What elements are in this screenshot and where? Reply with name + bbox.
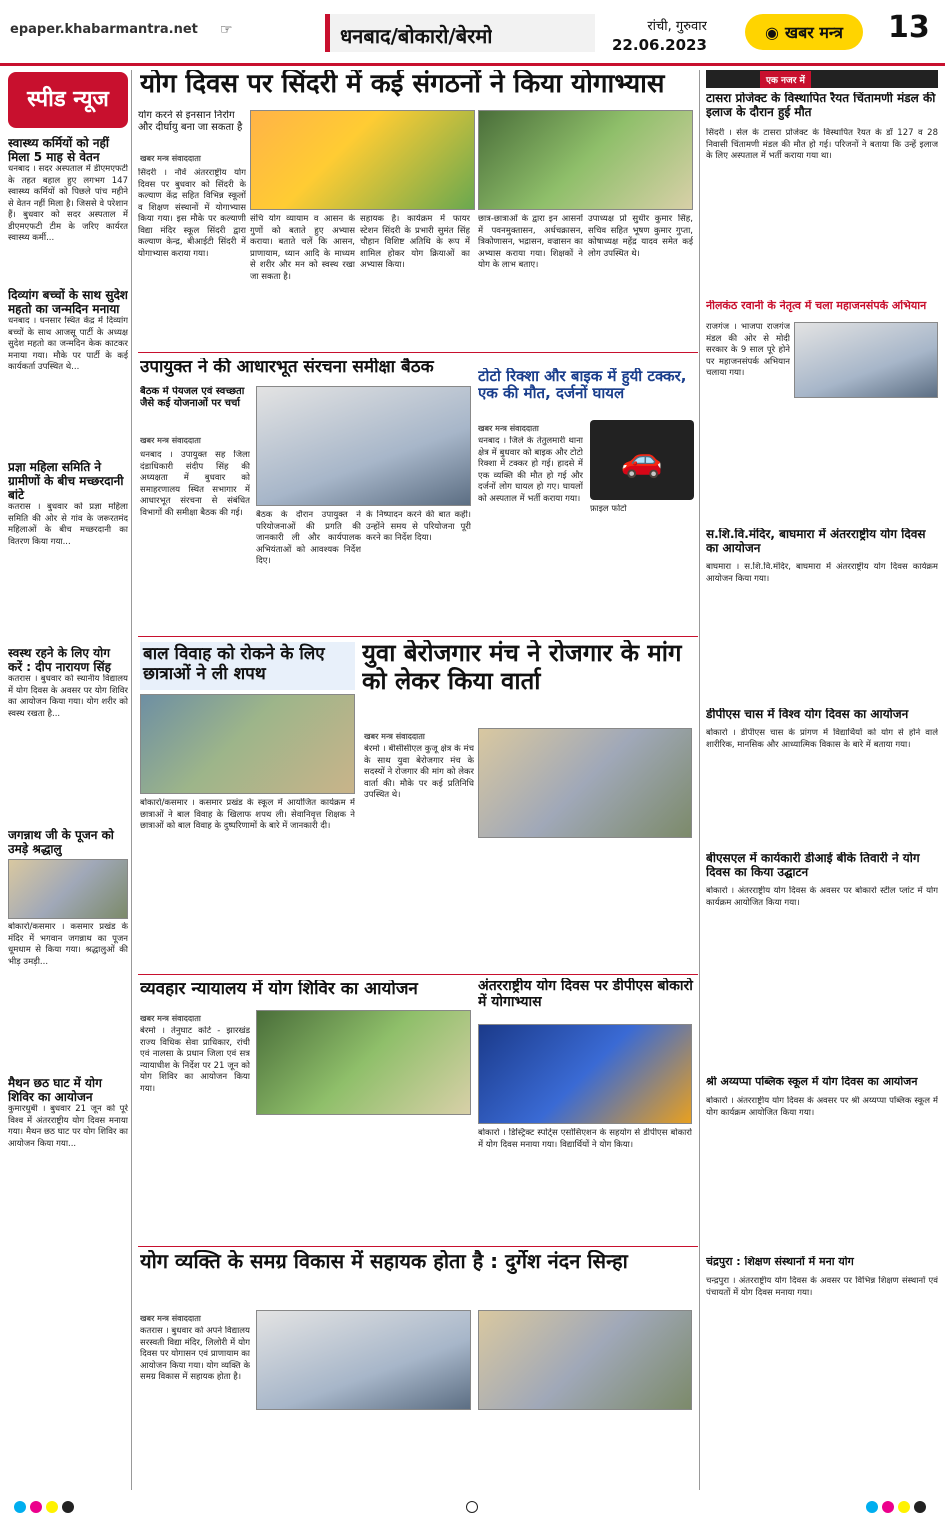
sidebar-title-4: जगन्नाथ जी के पूजन को उमड़े श्रद्धालु	[8, 828, 114, 856]
meeting-body-2: बैठक के दौरान उपायुक्त ने परियोजनाओं की प्रगति की जानकारी ली और कार्यपालक अभियंताओं को आवश्यक निर्देश दिए।	[256, 510, 361, 566]
meeting-photo	[256, 386, 471, 506]
color-registration-bar	[0, 1497, 945, 1517]
main-intro: योग करने से इनसान निरोग और दीर्घायु बना जा सकता है	[138, 110, 243, 133]
sidebar-title-2: प्रज्ञा महिला समिति ने ग्रामीणों के बीच मच्छरदानी बांटे	[8, 460, 124, 502]
sidebar-body-5: कुमारधुबी । बुधवार 21 जून को पूरे विश्व में अंतरराष्ट्रीय योग दिवस मनाया गया। मैथन छठ घाट पर योग शिविर का आयोजन किया गया...	[8, 1104, 128, 1149]
story-rule-3	[138, 974, 698, 975]
dps-photo	[478, 1024, 692, 1124]
court-body: बेरमो । तेनुघाट कोर्ट - झारखंड राज्य विधिक सेवा प्राधिकार, रांची एवं नालसा के प्रधान जिला एवं सत्र न्यायाधीश के निर्देश पर 21 जून को योग शिविर का आयोजन किया गया।	[140, 1026, 250, 1094]
cyan-dot-right	[866, 1501, 878, 1513]
dateline	[612, 18, 707, 54]
right-s2-photo	[794, 322, 938, 398]
right-s6-title: श्री अय्यप्पा पब्लिक स्कूल में योग दिवस का आयोजन	[706, 1076, 918, 1088]
city-day: रांची, गुरुवार	[647, 19, 707, 34]
meeting-body-3: के निष्पादन करने की बात कही। उन्होंने समय से परियोजना पूरी करने का निर्देश दिया।	[366, 510, 471, 543]
youth-body: बेरमो । बीसीसीएल कुजू क्षेत्र के मंच के साथ युवा बेरोजगार मंच के सदस्यों ने रोजगार की मांग को लेकर वार्ता की। मौके पर कई प्रतिनिधि उपस्थित थे।	[364, 744, 474, 800]
youth-byline: खबर मन्त्र संवाददाता	[364, 732, 425, 741]
right-s3-title: स.शि.वि.मंदिर, बाघमारा में अंतरराष्ट्रीय योग दिवस का आयोजन	[706, 528, 926, 555]
bottom-body: कतरास । बुधवार को अपने विद्यालय सरस्वती विद्या मंदिर, लिलोरी में योग दिवस पर योगासन एवं प्राणायाम का आयोजन किया गया। योग व्यक्ति के समग्र विकास में सहायक होता है।	[140, 1326, 250, 1382]
court-byline: खबर मन्त्र संवाददाता	[140, 1014, 201, 1023]
main-body-3: सहायक है। कार्यक्रम में फायर स्टेशन सिंदरी के प्रभारी सुमंत सिंह चौहान विशिष्ट अतिथि के रूप में शामिल होकर योग क्रियाओं का अभ्यास किया।	[360, 214, 470, 270]
right-s2-body: राजगंज । भाजपा राजगंज मंडल की ओर से मोदी सरकार के 9 साल पूरे होने पर महाजनसंपर्क अभियान चलाया गया।	[706, 322, 790, 378]
bottom-byline: खबर मन्त्र संवाददाता	[140, 1314, 201, 1323]
right-tag: एक नजर में	[760, 71, 811, 88]
main-headline: योग दिवस पर सिंदरी में कई संगठनों ने किया योगाभ्यास	[140, 70, 665, 99]
bottom-photo	[256, 1310, 471, 1410]
meeting-headline: उपायुक्त ने की आधारभूत संरचना समीक्षा बैठक	[140, 358, 434, 377]
sidebar-body-0: धनबाद । सदर अस्पताल में डीएमएफटी के तहत बहाल हुए लगभग 147 स्वास्थ्य कर्मियों को पिछले पांच महीने से वेतन नहीं मिला है। जिससे वे परेशान हैं। बुधवार को सदर अस्पताल में डीएमएफटी टीम के जरिए कार्यरत स्वास्थ्य कर्मी...	[8, 164, 128, 243]
section-title: धनबाद/बोकारो/बेरमो	[340, 24, 493, 48]
meeting-intro: बैठक में पेयजल एवं स्वच्छता जैसे कई योजनाओं पर चर्चा	[140, 386, 245, 409]
accident-image	[590, 420, 694, 500]
youth-headline: युवा बेरोजगार मंच ने रोजगार के मांग को लेकर किया वार्ता	[362, 640, 682, 695]
black-dot	[62, 1501, 74, 1513]
bottom-photo-2	[478, 1310, 692, 1410]
right-s5-title: बीएसएल में कार्यकारी डीआई बीके तिवारी ने योग दिवस का किया उद्घाटन	[706, 852, 920, 879]
main-body-2: संचि योग व्यायाम व आसन के गुणों को बताते हुए अभ्यास कराया। बताते चलें कि आसन, प्राणायाम, ध्यान आदि के माध्यम से शरीर और मन को स्वस्थ रखा जा सकता है।	[250, 214, 355, 282]
main-body-1: सिंदरी । नौवें अंतरराष्ट्रीय योग दिवस पर बुधवार को सिंदरी के कल्याण केंद्र सहित विभिन्न स्कूलों व शिक्षण संस्थानों में योगाभ्यास किया गया। इस मौके पर कल्याणी विद्या मंदिर स्कूल सिंदरी द्वारा कल्याण केन्द्र, बीआईटी सिंदरी में योगाभ्यास कराया गया।	[138, 168, 246, 259]
child-body: बोकारो/कसमार । कसमार प्रखंड के स्कूल में आयोजित कार्यक्रम में छात्राओं ने बाल विवाह के खिलाफ शपथ ली। सेवानिवृत्त शिक्षक ने छात्राओं को बाल विवाह के दुष्परिणामों के बारे में जानकारी दी।	[140, 798, 355, 831]
right-s1-title: टासरा प्रोजेक्ट के विस्थापित रैयत चिंतामणी मंडल की इलाज के दौरान हुई मौत	[706, 92, 936, 119]
sidebar-body-2: कतरास । बुधवार को प्रज्ञा महिला समिति की ओर से गांव के जरूरतमंद महिलाओं के बीच मच्छरदानी का वितरण किया गया...	[8, 502, 128, 547]
sidebar-title-5: मैथन छठ घाट में योग शिविर का आयोजन	[8, 1076, 102, 1104]
right-s1-body: सिंदरी । सेल के टासरा प्रोजेक्ट के विस्थापित रैयत के डॉ 127 व 28 निवासी चिंतामणी मंडल की मौत हो गई। परिजनों ने बताया कि उन्हें इलाज के लिए अस्पताल में भर्ती कराया गया था।	[706, 128, 938, 161]
accident-body: धनबाद । जिले के तेतुलमारी थाना क्षेत्र में बुधवार को बाइक और टोटो रिक्शा में टक्कर हो गई। हादसे में एक व्यक्ति की मौत हो गई और दर्जनों लोग घायल हो गए। घायलों को अस्पताल में भर्ती कराया गया।	[478, 436, 583, 504]
right-s4-title: डीपीएस चास में विश्व योग दिवस का आयोजन	[706, 708, 909, 721]
right-tag-bar	[706, 70, 938, 88]
speed-news-badge: स्पीड न्यूज	[8, 72, 128, 128]
main-photo	[250, 110, 475, 210]
story-rule-4	[138, 1246, 698, 1247]
accident-byline: खबर मन्त्र संवाददाता	[478, 424, 539, 433]
sidebar-body-4: बोकारो/कसमार । कसमार प्रखंड के मंदिर में भगवान जगन्नाथ का पूजन धूमधाम से किया गया। श्रद्धालुओं की भीड़ उमड़ी...	[8, 922, 128, 967]
right-s7-title: चंद्रपुरा : शिक्षण संस्थानों में मना योग	[706, 1256, 854, 1268]
masthead	[0, 0, 945, 66]
right-s3-body: बाघमारा । स.शि.वि.मंदिर, बाघमारा में अंतरराष्ट्रीय योग दिवस कार्यक्रम आयोजन किया गया।	[706, 562, 938, 584]
dps-body: बोकारो । डिस्ट्रिक्ट स्पोर्ट्स एसोसिएशन के सहयोग से डीपीएस बोकारो में योग दिवस मनाया गया। विद्यार्थियों ने योग किया।	[478, 1128, 692, 1150]
sidebar	[8, 132, 128, 1492]
page-number: 13	[888, 10, 930, 45]
story-rule	[138, 352, 698, 353]
sidebar-title-0: स्वास्थ्य कर्मियों को नहीं मिला 5 माह से वेतन	[8, 136, 110, 164]
right-s5-body: बोकारो । अंतरराष्ट्रीय योग दिवस के अवसर पर बोकारो स्टील प्लांट में योग कार्यक्रम आयोजित किया गया।	[706, 886, 938, 908]
brand-icon: ◉	[765, 22, 779, 42]
child-headline: बाल विवाह को रोकने के लिए छात्राओं ने ली शपथ	[140, 642, 355, 690]
meeting-body-1: धनबाद । उपायुक्त सह जिला दंडाधिकारी संदीप सिंह की अध्यक्षता में बुधवार को समाहरणालय स्थित सभागार में आधारभूत संरचना से संबंधित विभागों की समीक्षा बैठक की गई।	[140, 450, 250, 518]
yellow-dot-right	[898, 1501, 910, 1513]
right-s7-body: चन्द्रपुरा । अंतरराष्ट्रीय योग दिवस के अवसर पर विभिन्न शिक्षण संस्थानों एवं पंचायतों में योग दिवस मनाया गया।	[706, 1276, 938, 1298]
brand-logo	[745, 14, 863, 50]
main-byline: खबर मन्त्र संवाददाता	[140, 154, 201, 163]
sidebar-body-1: धनबाद । धनसार स्थित केंद्र में दिव्यांग बच्चों के साथ आजसू पार्टी के अध्यक्ष सुदेश महतो का जन्मदिन केक काटकर मनाया गया। मौके पर पार्टी के कई कार्यकर्ता उपस्थित थे...	[8, 316, 128, 372]
story-rule-2	[138, 636, 698, 637]
bottom-headline: योग व्यक्ति के समग्र विकास में सहायक होता है : दुर्गेश नंदन सिन्हा	[140, 1250, 628, 1273]
sidebar-title-1: दिव्यांग बच्चों के साथ सुदेश महतो का जन्मदिन मनाया	[8, 288, 128, 316]
main-body-4: छात्र-छात्राओं के द्वारा इन आसनों में पवनमुक्तासन, अर्धचक्रासन, त्रिकोणासन, भद्रासन, वज्रासन का अभ्यास कराया गया। शिक्षकों ने योग के लाभ बताए।	[478, 214, 583, 270]
car-crash-icon: 🚗	[620, 440, 664, 480]
court-headline: व्यवहार न्यायालय में योग शिविर का आयोजन	[140, 980, 418, 999]
sidebar-title-3: स्वस्थ रहने के लिए योग करें : दीप नारायण सिंह	[8, 646, 111, 674]
dps-headline: अंतरराष्ट्रीय योग दिवस पर डीपीएस बोकारो में योगाभ्यास	[478, 978, 693, 1011]
right-s6-body: बोकारो । अंतरराष्ट्रीय योग दिवस के अवसर पर श्री अय्यप्पा पब्लिक स्कूल में योग कार्यक्रम आयोजित किया गया।	[706, 1096, 938, 1118]
main-right-divider	[699, 70, 700, 1490]
right-s2-title: नीलकंठ रवानी के नेतृत्व में चला महाजनसंपर्क अभियान	[706, 300, 927, 312]
right-s4-body: बोकारो । डीपीएस चास के प्रांगण में विद्यार्थियों को योग से होने वाले शारीरिक, मानसिक और आध्यात्मिक विकास के बारे में बताया गया।	[706, 728, 938, 750]
main-photo-2	[478, 110, 693, 210]
magenta-dot	[30, 1501, 42, 1513]
youth-photo	[478, 728, 692, 838]
black-dot-right	[914, 1501, 926, 1513]
court-photo	[256, 1010, 471, 1115]
sidebar-photo	[8, 859, 128, 919]
cursor-icon: ☞	[220, 22, 233, 38]
date: 22.06.2023	[612, 36, 707, 54]
child-photo	[140, 694, 355, 794]
meeting-byline: खबर मन्त्र संवाददाता	[140, 436, 201, 445]
sidebar-divider	[131, 70, 132, 1490]
cyan-dot	[14, 1501, 26, 1513]
magenta-dot-right	[882, 1501, 894, 1513]
yellow-dot	[46, 1501, 58, 1513]
site-url[interactable]: epaper.khabarmantra.net	[10, 22, 198, 37]
accident-caption: फ़ाइल फोटो	[590, 504, 627, 514]
brand-name: खबर मन्त्र	[785, 23, 843, 42]
accident-headline: टोटो रिक्शा और बाइक में हुयी टक्कर, एक की मौत, दर्जनों घायल	[478, 368, 687, 403]
main-body-5: उपाध्यक्ष प्रो सुधीर कुमार सिंह, सचिव सहित भूषण कुमार गुप्ता, कोषाध्यक्ष महेंद्र यादव समेत कई लोग उपस्थित थे।	[588, 214, 693, 259]
sidebar-body-3: कतरास । बुधवार को स्थानीय विद्यालय में योग दिवस के अवसर पर योग शिविर का आयोजन किया गया। योग शरीर को स्वस्थ रखता है...	[8, 674, 128, 719]
register-mark-icon	[466, 1501, 478, 1513]
